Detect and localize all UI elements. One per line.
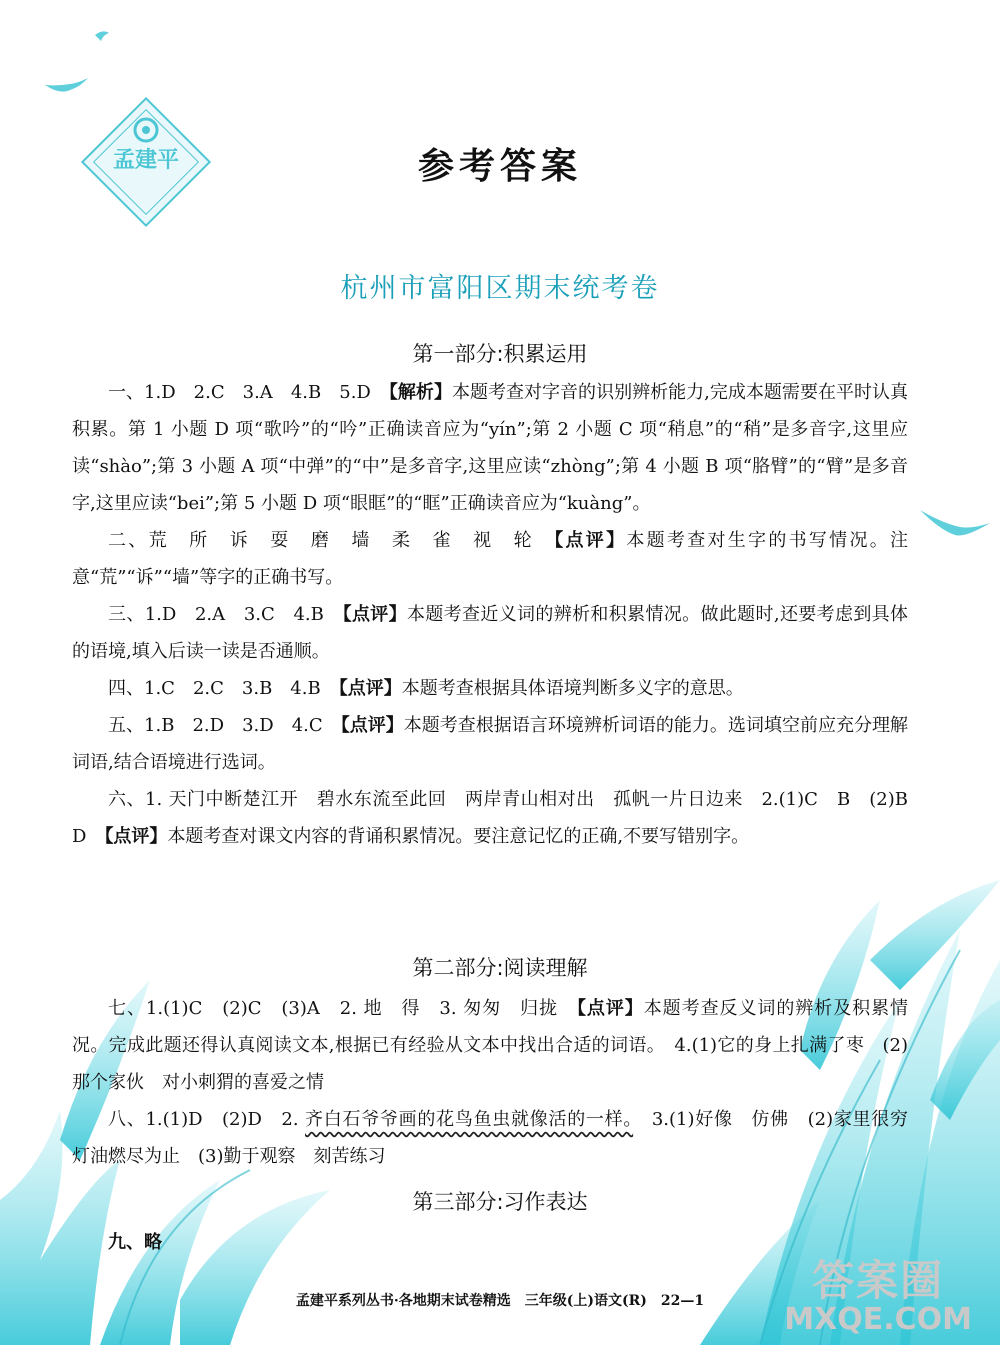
page-footer: 孟建平系列丛书·各地期末试卷精选 三年级(上)语文(R) 22—1 [295,1293,705,1309]
answer-q6: 六、1. 天门中断楚江开 碧水东流至此回 两岸青山相对出 孤帆一片日边来 2.(1)C B (2)B D 【点评】本题考查对课文内容的背诵积累情况。要注意记忆的正确,不要写错别字。 [72,789,926,847]
answer-q7: 七、1.(1)C (2)C (3)A 2. 地 得 3. 匆匆 归拢 【点评】本题考查反义词的辨析及积累情况。完成此题还得认真阅读文本,根据已有经验从文本中找出合适的词语。 4.(1)它的身上扎满了枣 (2)那个家伙 对小刺猬的喜爱之情 [72,998,909,1093]
answers-part1 [72,374,926,855]
watermark [784,1248,972,1337]
watermark-line1: 答案圈 [812,1256,945,1305]
logo-text: 孟建平 [112,148,180,173]
bird-icon [920,510,990,536]
watermark-line2: MXQE.COM [784,1302,972,1337]
answer-q4: 四、1.C 2.C 3.B 4.B 【点评】本题考查根据具体语境判断多义字的意思。 [108,678,744,699]
answers-part2 [72,990,927,1175]
answer-q5: 五、1.B 2.D 3.D 4.C 【点评】本题考查根据语言环境辨析词语的能力。选词填空前应充分理解词语,结合语境进行选词。 [72,715,909,773]
answer-q2: 二、荒 所 诉 耍 磨 墙 柔 雀 视 轮 【点评】本题考查对生字的书写情况。注意“荒”“诉”“墙”等字的正确书写。 [72,530,909,588]
answer-q3: 三、1.D 2.A 3.C 4.B 【点评】本题考查近义词的辨析和积累情况。做此题时,还要考虑到具体的语境,填入后读一读是否通顺。 [72,604,909,662]
answer-q8: 八、1.(1)D (2)D 2. 齐白石爷爷画的花鸟鱼虫就像活的一样。 3.(1)好像 仿佛 (2)家里很穷 灯油燃尽为止 (3)勤于观察 刻苦练习 [72,1109,927,1167]
exam-title: 杭州市富阳区期末统考卷 [340,273,660,304]
answer-q9: 九、略 [108,1232,162,1253]
section-heading-part3: 第三部分:习作表达 [412,1190,588,1214]
answers-part3 [72,1224,908,1261]
section-heading-part1: 第一部分:积累运用 [412,342,588,366]
section-heading-part2: 第二部分:阅读理解 [412,956,588,980]
bird-icon [95,31,109,41]
page-title: 参考答案 [417,145,582,187]
underlined-sentence: 齐白石爷爷画的花鸟鱼虫就像活的一样。 [305,1109,634,1130]
answer-q1: 一、1.D 2.C 3.A 4.B 5.D 【解析】本题考查对字音的识别辨析能力,完成本题需要在平时认真积累。第 1 小题 D 项“歌吟”的“吟”正确读音应为“yín”;第 2 小题 C 项“稍息”的“稍”是多音字,这里应读“shào”;第 3 小题 A 项“中弹”的“中”是多音字,这里应读“zhòng”;第 4 小题 B 项“胳臂”的“臂”是多音字,这里应读“bei”;第 5 小题 D 项“眼眶”的“眶”正确读音应为“kuàng”。 [72,382,909,514]
